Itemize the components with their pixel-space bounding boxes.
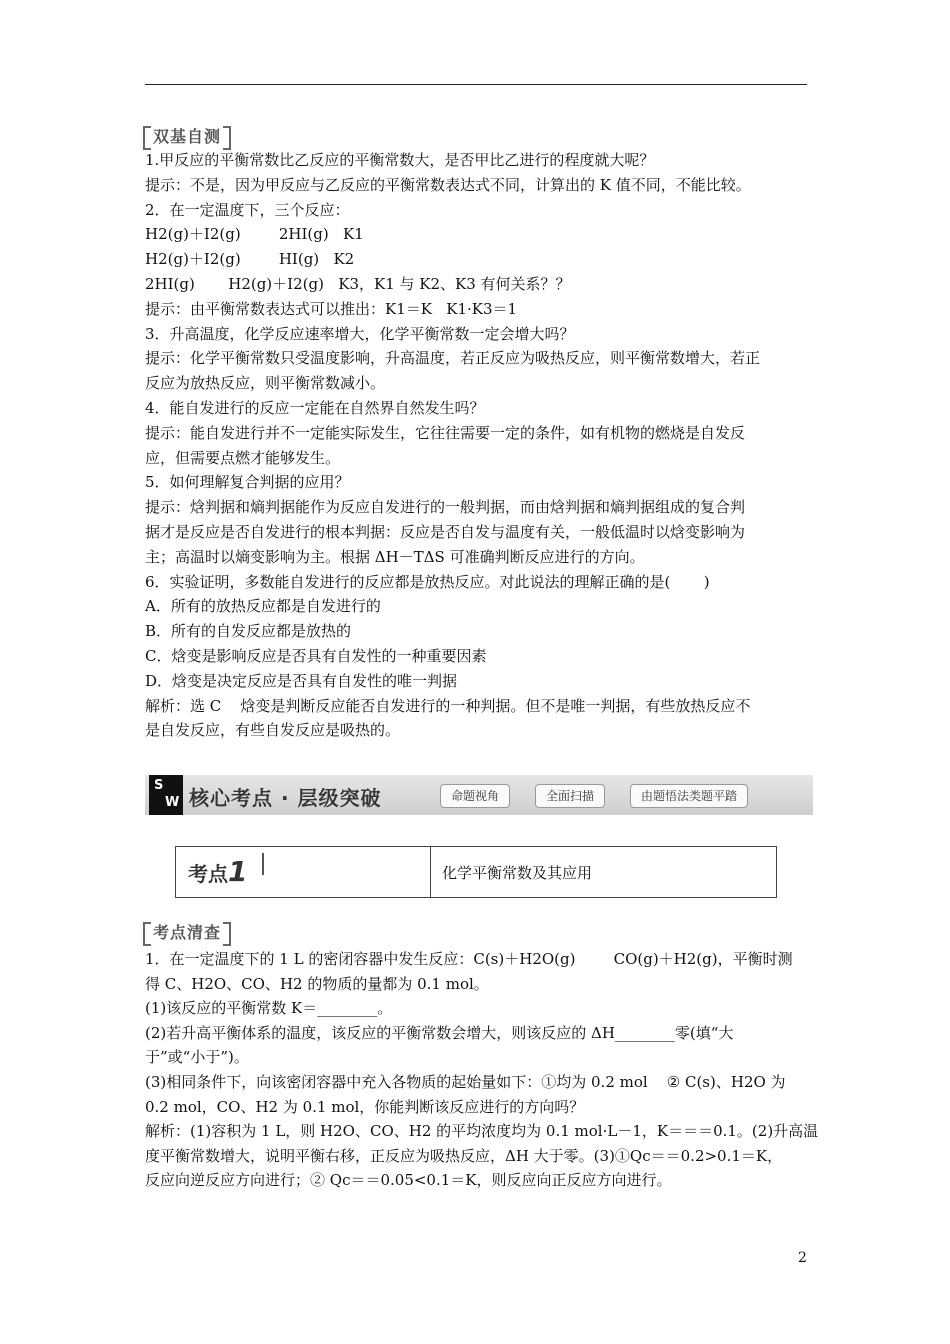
text-line: 提示：不是，因为甲反应与乙反应的平衡常数表达式不同，计算出的 K 值不同，不能比较。 — [145, 175, 751, 194]
text-line: 度平衡常数增大，说明平衡右移，正反应为吸热反应，ΔH 大于零。(3)①Qc＝＝0.2>0.1＝K， — [145, 1146, 783, 1165]
kaodian-label: 考点1 — [188, 855, 248, 888]
text-line: 解析：(1)容积为 1 L，则 H2O、CO、H2 的平均浓度均为 0.1 mol·L－1，K＝＝＝0.1。(2)升高温 — [145, 1122, 819, 1141]
text-line: 2．在一定温度下，三个反应： — [145, 200, 350, 219]
text-line: 是自发反应，有些自发反应是吸热的。 — [145, 721, 401, 740]
text-line: (2)若升高平衡体系的温度，该反应的平衡常数会增大，则该反应的 ΔH________零(填“大 — [145, 1023, 734, 1042]
kaodian-topic: 化学平衡常数及其应用 — [442, 864, 593, 882]
text-line: 主；高温时以熵变影响为主。根据 ΔH－TΔS 可准确判断反应进行的方向。 — [145, 547, 645, 566]
text-line: B．所有的自发反应都是放热的 — [145, 622, 352, 641]
text-line: 0.2 mol，CO、H2 为 0.1 mol，你能判断该反应进行的方向吗？ — [145, 1097, 585, 1116]
text-line: 据才是反应是否自发进行的根本判据：反应是否自发与温度有关，一般低温时以焓变影响为 — [145, 523, 746, 541]
kaodian-divider — [430, 847, 431, 897]
text-line: 5．如何理解复合判据的应用？ — [145, 473, 350, 492]
text-line: 提示：由平衡常数表达式可以推出：K1＝K K1·K3＝1 — [145, 299, 518, 318]
text-line: 反应为放热反应，则平衡常数减小。 — [145, 374, 386, 393]
text-line: 3．升高温度，化学反应速率增大，化学平衡常数一定会增大吗？ — [145, 324, 575, 343]
text-line: 2HI(g) H2(g)＋I2(g) K3，K1 与 K2、K3 有何关系？？ — [145, 275, 571, 293]
text-line: 反应向逆反应方向进行；② Qc＝＝0.05<0.1＝K，则反应向正反应方向进行。 — [145, 1171, 672, 1190]
text-line: H2(g)＋I2(g) 2HI(g) K1 — [145, 225, 364, 244]
text-line: (1)该反应的平衡常数 K＝________。 — [145, 999, 393, 1018]
text-line: 于”或“小于”)。 — [145, 1048, 249, 1067]
text-line: 得 C、H2O、CO、H2 的物质的量都为 0.1 mol。 — [145, 974, 489, 993]
text-line: 提示：能自发进行并不一定能实际发生，它往往需要一定的条件，如有机物的燃烧是自发反 — [145, 423, 746, 442]
text-line: 1.甲反应的平衡常数比乙反应的平衡常数大，是否甲比乙进行的程度就大呢？ — [145, 151, 655, 169]
tab-youti-wufa[interactable]: 由题悟法类题平踏 — [630, 784, 748, 808]
kaodian-separator — [262, 853, 264, 875]
text-line: 4．能自发进行的反应一定能在自然界自然发生吗？ — [145, 399, 485, 417]
section-banner — [145, 775, 813, 815]
text-line: D．焓变是决定反应是否具有自发性的唯一判据 — [145, 671, 458, 690]
text-line: 6．实验证明，多数能自发进行的反应都是放热反应。对此说法的理解正确的是( ) — [145, 572, 710, 591]
text-line: 提示：化学平衡常数只受温度影响，升高温度，若正反应为吸热反应，则平衡常数增大，若正 — [145, 349, 761, 368]
sw-logo: S W — [149, 775, 183, 815]
text-line: (3)相同条件下，向该密闭容器中充入各物质的起始量如下：①均为 0.2 mol ② C(s)、H2O 为 — [145, 1073, 786, 1091]
text-line: H2(g)＋I2(g) HI(g) K2 — [145, 250, 355, 269]
banner-title: 核心考点 · 层级突破 — [189, 786, 382, 810]
text-line: 应，但需要点燃才能够发生。 — [145, 448, 341, 467]
text-line: 解析：选 C 焓变是判断反应能否自发进行的一种判据。但不是唯一判据，有些放热反应不 — [145, 696, 751, 715]
text-line: 提示：焓判据和熵判据能作为反应自发进行的一般判据，而由焓判据和熵判据组成的复合判 — [145, 498, 746, 517]
text-line: 1．在一定温度下的 1 L 的密闭容器中发生反应：C(s)＋H2O(g) CO(g)＋H2(g)，平衡时测 — [145, 950, 793, 968]
page-number: 2 — [798, 1250, 807, 1266]
kaodian-box — [175, 846, 777, 898]
text-line: A．所有的放热反应都是自发进行的 — [145, 597, 381, 616]
text-line: C．焓变是影响反应是否具有自发性的一种重要因素 — [145, 647, 487, 665]
section-heading-kaodian-qingcha: 考点清查 — [143, 922, 231, 944]
tab-mingti-shijiao[interactable]: 命题视角 — [440, 784, 510, 808]
section-heading-shuangji: 双基自测 — [143, 126, 231, 148]
tab-quanmian-saomiao[interactable]: 全面扫描 — [535, 784, 605, 808]
kaodian-number: 1 — [228, 855, 248, 888]
header-rule — [145, 84, 807, 85]
